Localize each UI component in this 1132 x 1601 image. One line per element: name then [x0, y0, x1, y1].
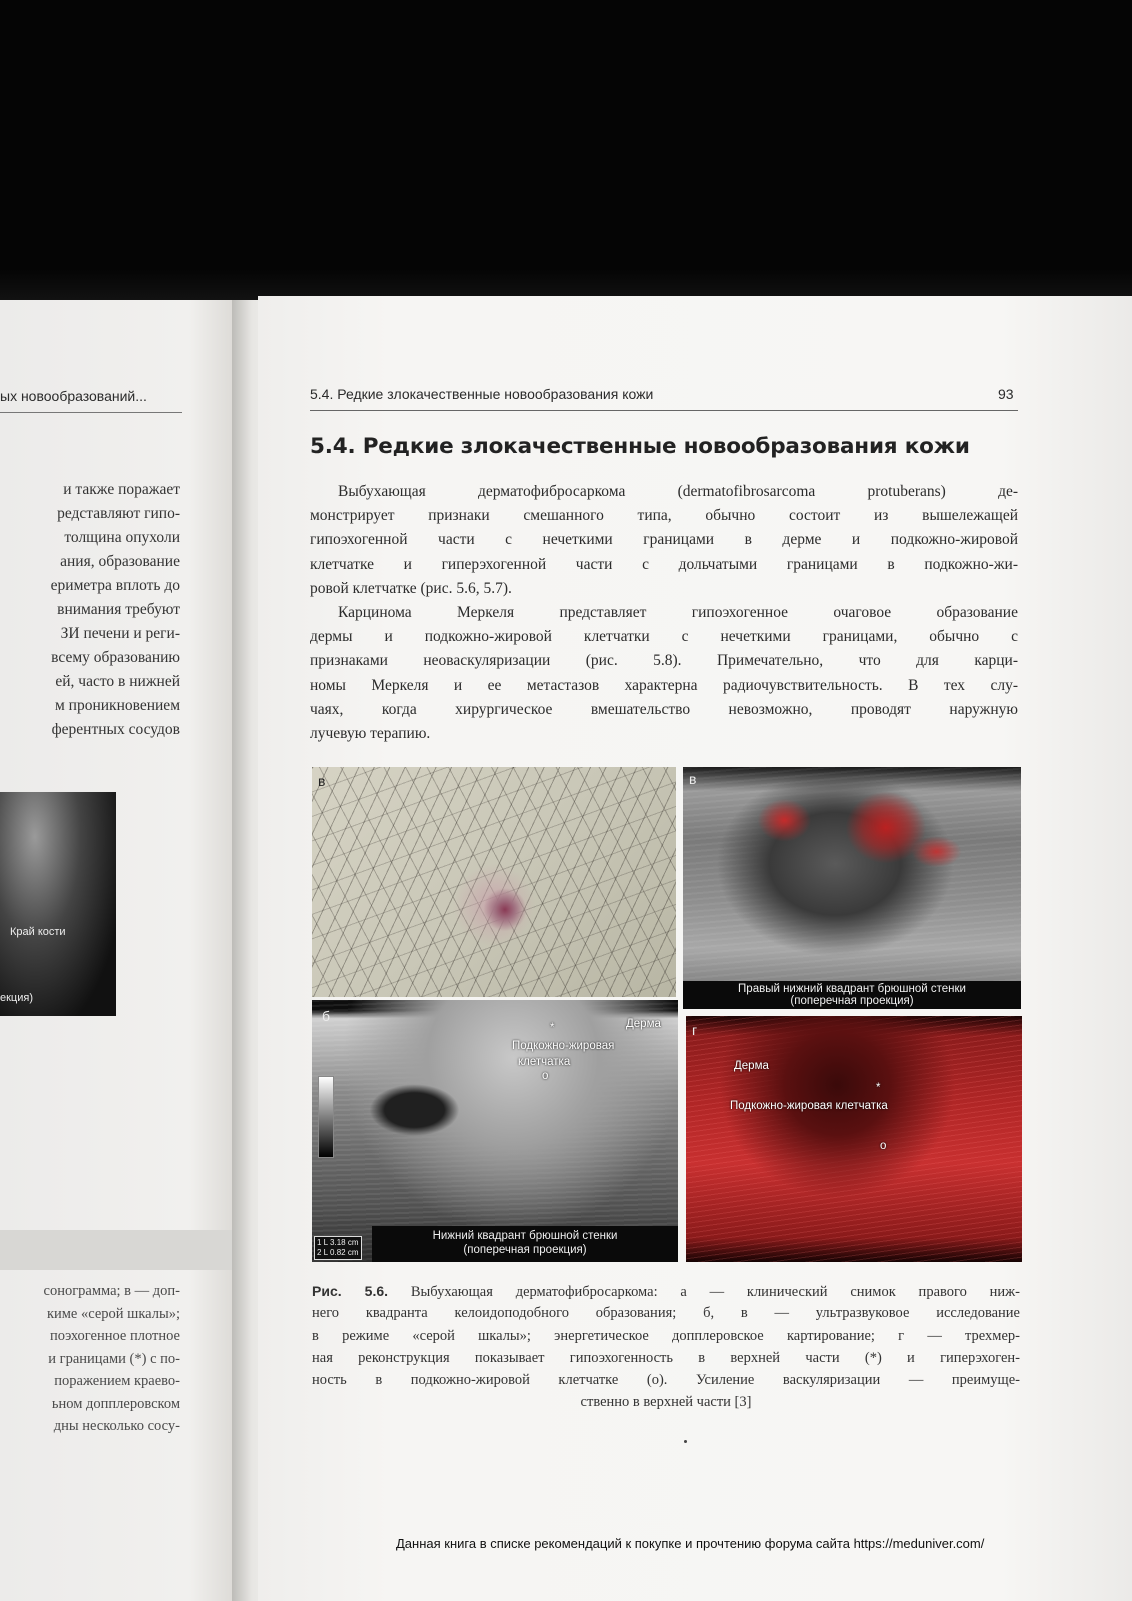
- left-text-column: [0, 478, 180, 742]
- left-caption-line: и границами (*) с по-: [48, 1350, 180, 1367]
- figure-caption: [312, 1280, 1020, 1414]
- label-fat-line1: Подкожно-жировая: [512, 1040, 615, 1052]
- left-caption-line: киме «серой шкалы»;: [46, 1305, 180, 1322]
- paragraph-line: лучевую терапию.: [310, 724, 431, 742]
- figure-caption-text: Выбухающая дерматофибросаркома: а — клинический снимок правого ниж-: [410, 1284, 1020, 1300]
- figure-caption-line: него квадранта келоидоподобного образования; б, в — ультразвуковое исследование: [312, 1305, 1020, 1322]
- left-caption-line: поэхогенное плотное: [49, 1328, 180, 1344]
- figure-number: Рис. 5.6.: [312, 1283, 389, 1299]
- left-text-line: ЗИ печени и реги-: [60, 625, 180, 642]
- running-head: 5.4. Редкие злокачественные новообразования кожи: [310, 386, 654, 402]
- label-star: *: [550, 1022, 555, 1034]
- left-text-line: и также поражает: [63, 481, 180, 498]
- left-text-line: толщина опухоли: [64, 529, 180, 546]
- figure-caption-line: ственно в верхней части [3]: [580, 1394, 752, 1411]
- panel-caption-line: (поперечная проекция): [463, 1244, 587, 1256]
- panel-letter: в: [689, 771, 697, 787]
- left-page-shade: [0, 1230, 236, 1270]
- page-number: 93: [998, 386, 1014, 402]
- paragraph-line: клетчатке и гиперэхогенной части с дольчатыми границами в подкожно-жи-: [310, 555, 1018, 573]
- left-text-line: редставляют гипо-: [57, 505, 180, 522]
- footer-note: Данная книга в списке рекомендаций к покупке и прочтению форума сайта https://meduniver.com/: [396, 1536, 985, 1551]
- left-caption-column: [0, 1280, 180, 1438]
- body-text: [310, 480, 1018, 746]
- left-text-line: ания, образование: [60, 553, 180, 570]
- left-caption-line: поражением краево-: [54, 1373, 180, 1389]
- paragraph-line: ровой клетчатке (рис. 5.6, 5.7).: [310, 579, 512, 597]
- left-running-head: ых новообразований...: [0, 388, 147, 404]
- grayscale-bar: [318, 1076, 334, 1158]
- figure-panel-doppler: [683, 767, 1021, 1009]
- left-caption-line: дны несколько сосу-: [53, 1418, 180, 1434]
- panel-caption-bar: [683, 981, 1021, 1009]
- paragraph-line: признаками неоваскуляризации (рис. 5.8). Примечательно, что для карци-: [310, 652, 1018, 670]
- paragraph-line: Выбухающая дерматофибросаркома (dermatofibrosarcoma protuberans) де-: [338, 483, 1018, 500]
- panel-letter: г: [692, 1022, 698, 1038]
- scale-line: 2 L 0.82 cm: [317, 1248, 359, 1257]
- left-ultrasound-image: [0, 792, 116, 1016]
- panel-caption-line: (поперечная проекция): [790, 995, 914, 1007]
- panel-letter: в: [318, 773, 326, 789]
- label-o: о: [880, 1140, 887, 1152]
- figure-panel-clinical-photo: [312, 767, 676, 997]
- left-text-line: ериметра вплоть до: [50, 577, 180, 594]
- figure-caption-line: [312, 1280, 1020, 1302]
- left-caption-line: ьном допплеровском: [51, 1395, 180, 1412]
- figure-panel-grayscale-ultrasound: [312, 1000, 678, 1262]
- panel-letter: б: [322, 1008, 331, 1024]
- left-image-label-bone: Край кости: [10, 926, 66, 938]
- paragraph-line: дермы и подкожно-жировой клетчатки с нечеткими границами, обычно с: [310, 628, 1018, 646]
- figure-panel-3d-reconstruction: [686, 1016, 1022, 1262]
- panel-caption-bar: [372, 1226, 678, 1262]
- paragraph-line: монстрирует признаки смешанного типа, обычно состоит из вышележащей: [310, 507, 1018, 525]
- scale-line: 1 L 3.18 cm: [317, 1238, 359, 1247]
- left-text-line: ферентных сосудов: [51, 721, 180, 738]
- label-fat-line2: клетчатка: [518, 1056, 571, 1068]
- measurement-scale: [314, 1236, 362, 1260]
- label-fat: Подкожно-жировая клетчатка: [730, 1100, 888, 1112]
- label-derma: Дерма: [626, 1018, 661, 1030]
- scanner-background: [0, 0, 1132, 310]
- left-text-line: внимания требуют: [57, 601, 180, 618]
- section-title: 5.4. Редкие злокачественные новообразования кожи: [310, 434, 970, 459]
- page-speck: [684, 1440, 687, 1443]
- left-text-line: всему образованию: [51, 649, 180, 666]
- paragraph-line: гипоэхогенной части с нечеткими границами в дерме и подкожно-жировой: [310, 531, 1018, 549]
- left-text-line: м проникновением: [54, 697, 180, 714]
- figure-caption-line: ная реконструкция показывает гипоэхогенность в верхней части (*) и гиперэхоген-: [312, 1349, 1020, 1366]
- figure-caption-line: в режиме «серой шкалы»; энергетическое допплеровское картирование; г — трехмер-: [312, 1327, 1020, 1344]
- paragraph-line: Карцинома Меркеля представляет гипоэхогенное очаговое образование: [338, 603, 1018, 621]
- label-star: *: [876, 1082, 881, 1094]
- panel-caption-line: Нижний квадрант брюшной стенки: [432, 1230, 618, 1242]
- label-o: о: [542, 1070, 549, 1082]
- left-text-line: ей, часто в нижней: [55, 673, 180, 690]
- left-page: [0, 300, 236, 1601]
- panel-caption-line: Правый нижний квадрант брюшной стенки: [738, 983, 966, 995]
- paragraph-line: чаях, когда хирургическое вмешательство невозможно, проводят наружную: [310, 700, 1018, 718]
- left-image-label-projection: екция): [0, 992, 33, 1004]
- header-rule: [310, 410, 1018, 411]
- paragraph-line: номы Меркеля и ее метастазов характерна радиочувствительность. В тех слу-: [310, 676, 1018, 694]
- left-caption-line: сонограмма; в — доп-: [43, 1283, 180, 1299]
- figure-caption-line: ность в подкожно-жировой клетчатке (о). Усиление васкуляризации — преимуще-: [312, 1372, 1020, 1389]
- label-derma: Дерма: [734, 1060, 769, 1072]
- left-header-rule: [0, 412, 182, 413]
